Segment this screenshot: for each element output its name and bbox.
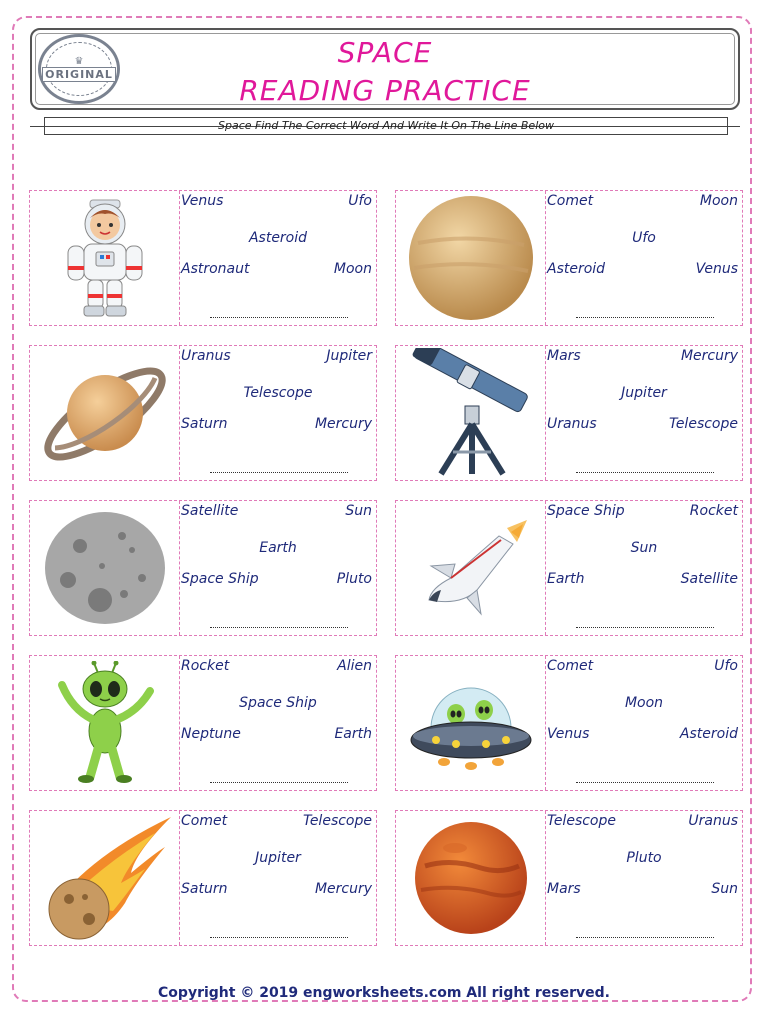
word-option: Space Ship xyxy=(181,571,259,587)
exercise-card-1 xyxy=(29,190,377,326)
exercise-card-7 xyxy=(29,655,377,791)
word-option: Asteroid xyxy=(248,230,308,246)
answer-line[interactable] xyxy=(576,782,714,783)
word-option: Satellite xyxy=(680,571,738,587)
word-option: Comet xyxy=(181,813,228,829)
astronaut-icon xyxy=(30,191,179,325)
answer-line[interactable] xyxy=(576,627,714,628)
comet-icon xyxy=(30,811,179,945)
word-option: Mars xyxy=(547,881,581,897)
word-option: Venus xyxy=(181,193,224,209)
telescope-icon xyxy=(396,346,545,480)
word-option: Mercury xyxy=(314,416,372,432)
exercise-card-8 xyxy=(395,655,743,791)
exercise-card-5 xyxy=(29,500,377,636)
header xyxy=(30,28,740,110)
answer-line[interactable] xyxy=(210,317,348,318)
word-option: Telescope xyxy=(303,813,372,829)
word-option: Alien xyxy=(337,658,372,674)
word-option: Moon xyxy=(624,695,664,711)
word-option: Jupiter xyxy=(621,385,667,401)
word-option: Sun xyxy=(345,503,372,519)
word-option: Satellite xyxy=(181,503,239,519)
word-option: Earth xyxy=(334,726,372,742)
word-option: Uranus xyxy=(547,416,597,432)
stamp-label: ORIGINAL xyxy=(42,67,116,82)
moon-icon xyxy=(30,501,179,635)
word-option: Mercury xyxy=(314,881,372,897)
word-option: Ufo xyxy=(714,658,738,674)
word-option: Mars xyxy=(547,348,581,364)
copyright-notice: Copyright © 2019 engworksheets.com All right reserved. xyxy=(158,985,610,1001)
word-option: Venus xyxy=(547,726,590,742)
word-option: Moon xyxy=(333,261,372,277)
word-option: Jupiter xyxy=(255,850,301,866)
answer-line[interactable] xyxy=(576,472,714,473)
word-option: Saturn xyxy=(181,881,228,897)
exercise-card-10 xyxy=(395,810,743,946)
word-option: Rocket xyxy=(181,658,230,674)
crown-icon: ♛ xyxy=(74,55,84,67)
word-option: Uranus xyxy=(181,348,231,364)
exercise-card-6 xyxy=(395,500,743,636)
word-option: Saturn xyxy=(181,416,228,432)
word-option: Asteroid xyxy=(547,261,606,277)
word-option: Astronaut xyxy=(181,261,250,277)
alien-icon xyxy=(30,656,179,790)
word-option: Pluto xyxy=(336,571,372,587)
word-option: Uranus xyxy=(688,813,738,829)
mars-planet-icon xyxy=(396,811,545,945)
answer-line[interactable] xyxy=(210,472,348,473)
word-option: Pluto xyxy=(626,850,662,866)
word-option: Comet xyxy=(547,658,594,674)
word-option: Ufo xyxy=(632,230,656,246)
venus-planet-icon xyxy=(396,191,545,325)
word-option: Neptune xyxy=(181,726,241,742)
word-option: Space Ship xyxy=(239,695,317,711)
exercise-card-9 xyxy=(29,810,377,946)
space-shuttle-icon xyxy=(396,501,545,635)
word-option: Jupiter xyxy=(326,348,372,364)
ufo-icon xyxy=(396,656,545,790)
exercise-card-3 xyxy=(29,345,377,481)
word-option: Venus xyxy=(695,261,738,277)
answer-line[interactable] xyxy=(210,937,348,938)
word-option: Telescope xyxy=(547,813,616,829)
exercise-card-4 xyxy=(395,345,743,481)
word-option: Asteroid xyxy=(679,726,738,742)
answer-line[interactable] xyxy=(210,627,348,628)
answer-line[interactable] xyxy=(576,317,714,318)
exercise-card-2 xyxy=(395,190,743,326)
answer-line[interactable] xyxy=(576,937,714,938)
saturn-planet-icon xyxy=(30,346,179,480)
word-option: Space Ship xyxy=(547,503,625,519)
word-option: Mercury xyxy=(680,348,738,364)
word-option: Sun xyxy=(711,881,738,897)
word-option: Earth xyxy=(259,540,297,556)
instruction-bar: Space Find The Correct Word And Write It On The Line Below xyxy=(44,117,728,135)
word-option: Earth xyxy=(547,571,585,587)
word-option: Sun xyxy=(630,540,658,556)
word-option: Rocket xyxy=(689,503,738,519)
answer-line[interactable] xyxy=(210,782,348,783)
word-option: Telescope xyxy=(669,416,738,432)
word-option: Comet xyxy=(547,193,594,209)
word-option: Telescope xyxy=(243,385,313,401)
word-option: Ufo xyxy=(348,193,372,209)
word-option: Moon xyxy=(699,193,738,209)
page-subtitle: READING PRACTICE xyxy=(239,74,531,107)
page-title: SPACE xyxy=(337,36,433,69)
